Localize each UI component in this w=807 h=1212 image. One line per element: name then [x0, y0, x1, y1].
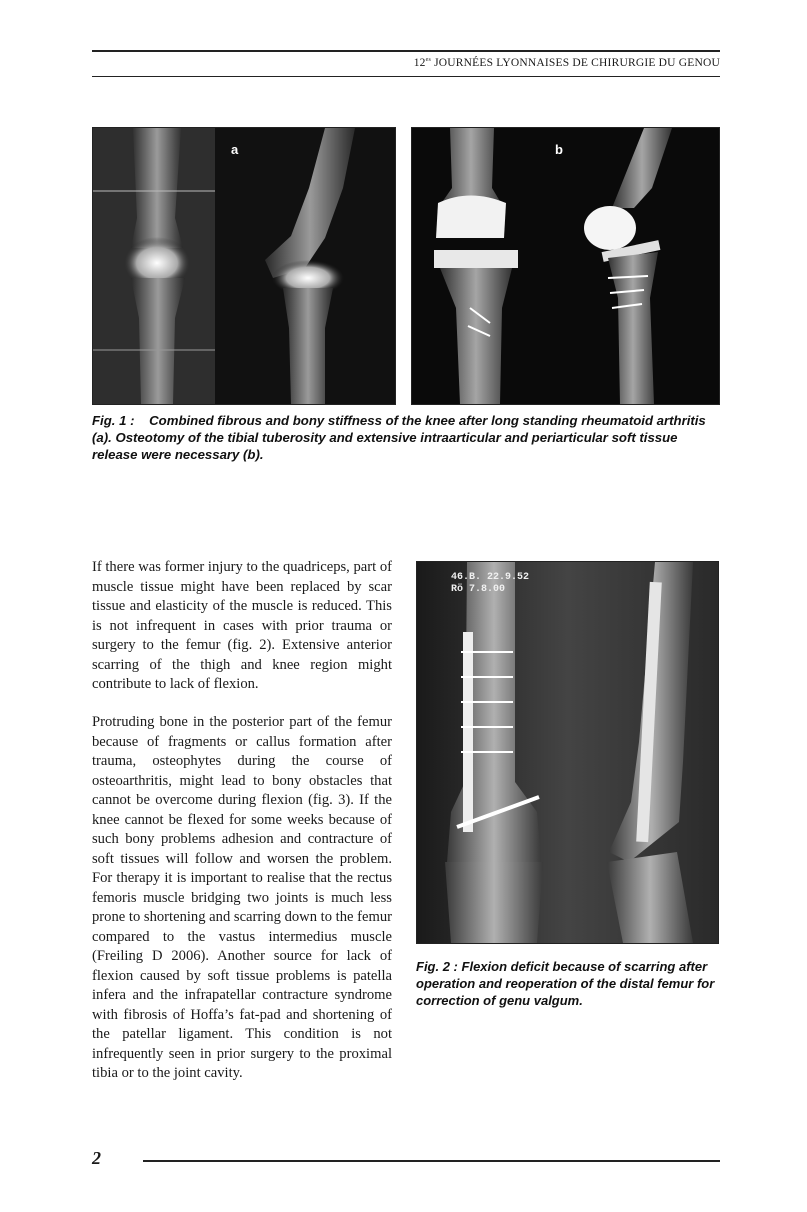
figure-1b-xray-image	[411, 127, 720, 405]
xray-label-top-line: 46.B. 22.9.52	[451, 572, 530, 583]
header-rule-top	[92, 50, 720, 52]
figure-2-caption	[416, 958, 720, 1009]
figure-1-caption-label: Fig. 1 :	[92, 413, 135, 428]
figure-1-caption-text: Combined fibrous and bony stiffness of the knee after long standing rheumatoid arthritis (a). Osteotomy of the tibial tuberosity and extensive intraarticular and periarticular soft tissue release were necessary (b).	[92, 413, 706, 462]
figure-1-caption	[92, 412, 720, 463]
figure-2-xray-image	[416, 561, 719, 944]
figure-1a-xray-image	[92, 127, 396, 405]
footer-rule	[143, 1160, 720, 1162]
figure-2-caption-label: Fig. 2 :	[416, 959, 458, 974]
page-number: 2	[92, 1148, 101, 1168]
header-rule-bottom	[92, 76, 720, 77]
panel-label-a: a	[231, 142, 239, 157]
panel-label-b: b	[555, 142, 563, 157]
figure-2-caption-text: Flexion deficit because of scarring after operation and reoperation of the distal femur for correction of genu valgum.	[416, 959, 715, 1008]
xray-label-bottom-line: Rö 7.8.00	[451, 584, 506, 595]
body-paragraph-1: If there was former injury to the quadriceps, part of muscle tissue might have been replaced by scar tissue and elasticity of the muscle is reduced. This is not infrequent in cases with prior trauma or surgery to the femur (fig. 2). Extensive anterior scarring of the thigh and knee region might contribute to lack of flexion.	[92, 559, 392, 692]
body-paragraph-2: Protruding bone in the posterior part of the femur because of fragments or callus formation after trauma, osteophytes during the course of osteoarthritis, might lead to bony obstacles that cannot be overcome during flexion (fig. 3). If the knee cannot be flexed for some weeks because of such bony problems adhesion and contracture of soft tissues will follow and worsen the problem. For therapy it is important to realise that the rectus femoris muscle bridging two joints is much less prone to shortening and scarring down to the femur compared to the vastus intermedius muscle (Freiling D 2006). Another source for lack of flexion caused by soft tissue problems is patella infera and the infrapatellar contracture syndrome with fibrosis of Hoffa’s fat-pad and shortening of the patellar ligament. This condition is not infrequently seen in prior surgery to the proximal tibia or to the joint cavity.	[92, 714, 392, 1081]
running-head: $12^{es}$ JOURNÉES LYONNAISES DE CHIRURGIE DU GENOU	[413, 57, 720, 69]
